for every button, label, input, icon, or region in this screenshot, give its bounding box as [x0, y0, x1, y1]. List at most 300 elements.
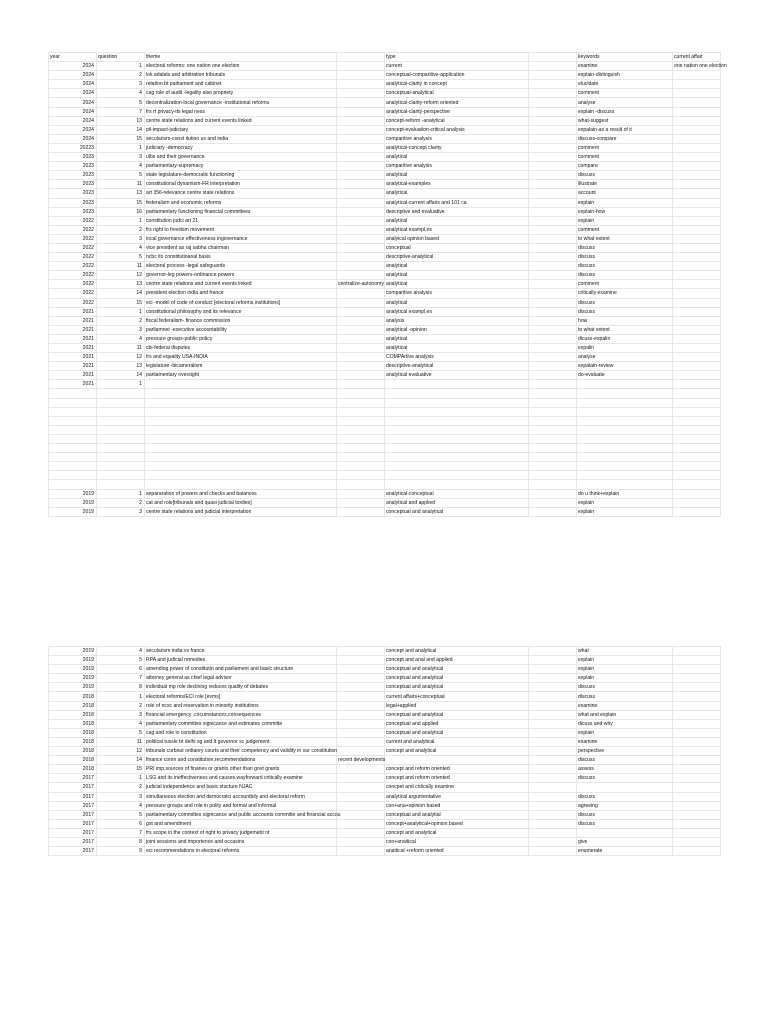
question-cell[interactable]: [97, 416, 145, 425]
keywords-cell[interactable]: explain-how: [577, 207, 673, 216]
type-cell[interactable]: legal+applied: [385, 701, 529, 710]
question-cell[interactable]: [97, 425, 145, 434]
question-cell[interactable]: 1: [97, 380, 145, 389]
extra2-cell[interactable]: [529, 756, 577, 765]
current-affair-cell[interactable]: [673, 665, 721, 674]
keywords-cell[interactable]: compare: [577, 162, 673, 171]
theme-cell[interactable]: art 356-relevance centre state relations: [145, 189, 337, 198]
current-affair-cell[interactable]: [673, 507, 721, 516]
theme-cell[interactable]: constitutional dynamism-FR interpretation: [145, 180, 337, 189]
current-affair-cell[interactable]: [673, 162, 721, 171]
keywords-cell[interactable]: [577, 416, 673, 425]
current-affair-cell[interactable]: [673, 434, 721, 443]
keywords-cell[interactable]: discuss: [577, 774, 673, 783]
question-cell[interactable]: 1: [97, 307, 145, 316]
current-affair-cell[interactable]: [673, 819, 721, 828]
theme-cell[interactable]: eci -model of code of conduct [electoral reforms,institutions]: [145, 298, 337, 307]
extra2-cell[interactable]: [529, 728, 577, 737]
extra2-cell[interactable]: [529, 216, 577, 225]
extra-cell[interactable]: [337, 656, 385, 665]
current-affair-cell[interactable]: [673, 216, 721, 225]
type-cell[interactable]: analytical-conceptual: [385, 489, 529, 498]
question-cell[interactable]: 6: [97, 819, 145, 828]
question-cell[interactable]: 4: [97, 801, 145, 810]
keywords-cell[interactable]: perspective: [577, 747, 673, 756]
current-affair-cell[interactable]: [673, 307, 721, 316]
type-cell[interactable]: concept+analytical+opinion based: [385, 819, 529, 828]
current-affair-cell[interactable]: [673, 737, 721, 746]
extra-cell[interactable]: [337, 737, 385, 746]
type-cell[interactable]: analysis: [385, 316, 529, 325]
theme-cell[interactable]: pil-impact-judiciary: [145, 125, 337, 134]
extra2-cell[interactable]: [529, 125, 577, 134]
year-cell[interactable]: 2019: [49, 656, 97, 665]
keywords-cell[interactable]: how: [577, 316, 673, 325]
question-cell[interactable]: 15: [97, 134, 145, 143]
type-cell[interactable]: analytical: [385, 280, 529, 289]
keywords-cell[interactable]: explain: [577, 498, 673, 507]
extra-cell[interactable]: [337, 647, 385, 656]
keywords-cell[interactable]: [577, 425, 673, 434]
year-cell[interactable]: [49, 444, 97, 453]
extra2-cell[interactable]: [529, 837, 577, 846]
type-cell[interactable]: [385, 380, 529, 389]
theme-cell[interactable]: governor-leg powers-ordinance powers: [145, 271, 337, 280]
current-affair-cell[interactable]: current affair: [673, 53, 721, 62]
extra-cell[interactable]: centralize-autonomy: [338, 281, 384, 288]
year-cell[interactable]: 2019: [49, 665, 97, 674]
extra2-cell[interactable]: [529, 425, 577, 434]
keywords-cell[interactable]: [577, 828, 673, 837]
type-cell[interactable]: concept and analytical: [385, 828, 529, 837]
question-cell[interactable]: 11: [97, 344, 145, 353]
keywords-cell[interactable]: explain: [577, 216, 673, 225]
question-cell[interactable]: question: [97, 53, 145, 62]
year-cell[interactable]: 2018: [49, 701, 97, 710]
theme-cell[interactable]: state legislature-democratic functioning: [145, 171, 337, 180]
year-cell[interactable]: 2023: [49, 198, 97, 207]
question-cell[interactable]: 1: [97, 774, 145, 783]
year-cell[interactable]: 2018: [49, 692, 97, 701]
keywords-cell[interactable]: [577, 434, 673, 443]
keywords-cell[interactable]: analyse: [577, 98, 673, 107]
question-cell[interactable]: 7: [97, 674, 145, 683]
current-affair-cell[interactable]: [673, 756, 721, 765]
type-cell[interactable]: analytical-examples: [385, 180, 529, 189]
extra2-cell[interactable]: [529, 498, 577, 507]
extra2-cell[interactable]: [529, 307, 577, 316]
keywords-cell[interactable]: comment: [577, 225, 673, 234]
extra2-cell[interactable]: [529, 71, 577, 80]
type-cell[interactable]: conceptual-comparitive-application: [385, 71, 529, 80]
year-cell[interactable]: 2019: [49, 498, 97, 507]
extra2-cell[interactable]: [529, 489, 577, 498]
type-cell[interactable]: descriptive-analytical: [385, 253, 529, 262]
keywords-cell[interactable]: [577, 783, 673, 792]
question-cell[interactable]: 4: [97, 647, 145, 656]
year-cell[interactable]: 2019: [49, 674, 97, 683]
current-affair-cell[interactable]: [673, 783, 721, 792]
theme-cell[interactable]: electoral process -legal safeguards: [145, 262, 337, 271]
current-affair-cell[interactable]: [673, 719, 721, 728]
theme-cell[interactable]: vice president as raj sabha chairman: [145, 243, 337, 252]
keywords-cell[interactable]: keywords: [577, 53, 673, 62]
type-cell[interactable]: current and analytical: [385, 737, 529, 746]
year-cell[interactable]: [49, 462, 97, 471]
current-affair-cell[interactable]: [673, 774, 721, 783]
type-cell[interactable]: analytical-current affairs and 101 ca: [385, 198, 529, 207]
question-cell[interactable]: [97, 398, 145, 407]
type-cell[interactable]: comparitive analysis: [385, 134, 529, 143]
type-cell[interactable]: analytical: [385, 298, 529, 307]
current-affair-cell[interactable]: [673, 353, 721, 362]
theme-cell[interactable]: parliamentary committes signicance and public accounts committe and financial accou: [146, 811, 341, 818]
extra2-cell[interactable]: [529, 416, 577, 425]
question-cell[interactable]: 5: [97, 171, 145, 180]
question-cell[interactable]: 12: [97, 353, 145, 362]
theme-cell[interactable]: fiscal federalism- finance commission: [145, 316, 337, 325]
year-cell[interactable]: 2021: [49, 371, 97, 380]
question-cell[interactable]: [97, 462, 145, 471]
current-affair-cell[interactable]: [673, 134, 721, 143]
type-cell[interactable]: conceptual: [385, 243, 529, 252]
type-cell[interactable]: comparitive analysis: [385, 289, 529, 298]
theme-cell[interactable]: tribunals curbout ordianry courts and their competency and validity in our constitution: [146, 748, 338, 755]
current-affair-cell[interactable]: [673, 765, 721, 774]
current-affair-cell[interactable]: [673, 344, 721, 353]
question-cell[interactable]: 3: [97, 153, 145, 162]
extra-cell[interactable]: [337, 828, 385, 837]
extra2-cell[interactable]: [529, 234, 577, 243]
type-cell[interactable]: [385, 416, 529, 425]
type-cell[interactable]: analytical exampl,es: [385, 225, 529, 234]
extra2-cell[interactable]: [529, 674, 577, 683]
question-cell[interactable]: 6: [97, 665, 145, 674]
extra2-cell[interactable]: [529, 710, 577, 719]
keywords-cell[interactable]: discuss: [577, 307, 673, 316]
theme-cell[interactable]: frs and equality USA-INDIA: [145, 353, 337, 362]
current-affair-cell[interactable]: [673, 489, 721, 498]
extra-cell[interactable]: [337, 665, 385, 674]
extra-cell[interactable]: [337, 234, 385, 243]
current-affair-cell[interactable]: [673, 153, 721, 162]
type-cell[interactable]: conceptual and applied: [385, 719, 529, 728]
question-cell[interactable]: 14: [97, 756, 145, 765]
year-cell[interactable]: 2017: [49, 828, 97, 837]
type-cell[interactable]: concept-reform -analytical: [385, 116, 529, 125]
question-cell[interactable]: [97, 389, 145, 398]
question-cell[interactable]: 3: [97, 792, 145, 801]
keywords-cell[interactable]: examine: [577, 62, 673, 71]
theme-cell[interactable]: centre state relations and current events linked: [145, 116, 337, 125]
extra-cell[interactable]: [337, 728, 385, 737]
question-cell[interactable]: 15: [97, 198, 145, 207]
extra2-cell[interactable]: [529, 189, 577, 198]
year-cell[interactable]: 2022: [49, 225, 97, 234]
question-cell[interactable]: [97, 453, 145, 462]
extra2-cell[interactable]: [529, 262, 577, 271]
extra-cell[interactable]: [337, 489, 385, 498]
year-cell[interactable]: 2017: [49, 819, 97, 828]
question-cell[interactable]: 2: [97, 316, 145, 325]
current-affair-cell[interactable]: [673, 407, 721, 416]
question-cell[interactable]: 9: [97, 847, 145, 856]
extra-cell[interactable]: [337, 162, 385, 171]
extra2-cell[interactable]: [529, 453, 577, 462]
year-cell[interactable]: 2018: [49, 737, 97, 746]
extra2-cell[interactable]: [529, 298, 577, 307]
keywords-cell[interactable]: what-suggest: [577, 116, 673, 125]
keywords-cell[interactable]: what and explain: [577, 710, 673, 719]
extra-cell[interactable]: [337, 344, 385, 353]
current-affair-cell[interactable]: one nation one election: [674, 63, 727, 70]
keywords-cell[interactable]: [577, 444, 673, 453]
extra2-cell[interactable]: [529, 53, 577, 62]
theme-cell[interactable]: secularism india vs france: [145, 647, 337, 656]
keywords-cell[interactable]: enumerate: [577, 847, 673, 856]
extra2-cell[interactable]: [529, 847, 577, 856]
extra-cell[interactable]: [337, 425, 385, 434]
extra-cell[interactable]: [337, 80, 385, 89]
current-affair-cell[interactable]: [673, 98, 721, 107]
keywords-cell[interactable]: to what extent: [577, 234, 673, 243]
theme-cell[interactable]: parliamentary oversight: [145, 371, 337, 380]
extra-cell[interactable]: [337, 289, 385, 298]
keywords-cell[interactable]: comment: [577, 153, 673, 162]
theme-cell[interactable]: financial emergency ,circumstances,consequences: [145, 710, 337, 719]
type-cell[interactable]: concept and analytical: [385, 647, 529, 656]
keywords-cell[interactable]: [577, 453, 673, 462]
keywords-cell[interactable]: discuss: [577, 692, 673, 701]
question-cell[interactable]: [97, 471, 145, 480]
current-affair-cell[interactable]: [673, 116, 721, 125]
current-affair-cell[interactable]: [673, 316, 721, 325]
question-cell[interactable]: 3: [97, 507, 145, 516]
theme-cell[interactable]: theme: [145, 53, 337, 62]
extra-cell[interactable]: [337, 362, 385, 371]
theme-cell[interactable]: relation bt parliament and cabinet: [145, 80, 337, 89]
theme-cell[interactable]: gst and amendment: [145, 819, 337, 828]
year-cell[interactable]: 2017: [49, 801, 97, 810]
extra-cell[interactable]: [337, 847, 385, 856]
current-affair-cell[interactable]: [673, 810, 721, 819]
current-affair-cell[interactable]: [673, 701, 721, 710]
year-cell[interactable]: 2024: [49, 80, 97, 89]
type-cell[interactable]: conceptual and analytical: [385, 674, 529, 683]
question-cell[interactable]: 3: [97, 710, 145, 719]
year-cell[interactable]: 2021: [49, 325, 97, 334]
theme-cell[interactable]: PRI imp,sources of finanes or grants other than govt grants: [145, 765, 337, 774]
year-cell[interactable]: 2024: [49, 107, 97, 116]
extra2-cell[interactable]: [529, 389, 577, 398]
keywords-cell[interactable]: discuss: [577, 810, 673, 819]
extra-cell[interactable]: [337, 334, 385, 343]
type-cell[interactable]: conceptual and analytical: [385, 728, 529, 737]
question-cell[interactable]: 2: [97, 225, 145, 234]
extra2-cell[interactable]: [529, 280, 577, 289]
question-cell[interactable]: 4: [97, 162, 145, 171]
extra2-cell[interactable]: [529, 407, 577, 416]
extra-cell[interactable]: [337, 116, 385, 125]
current-affair-cell[interactable]: [673, 837, 721, 846]
type-cell[interactable]: [385, 480, 529, 489]
year-cell[interactable]: 2023: [49, 171, 97, 180]
current-affair-cell[interactable]: [673, 107, 721, 116]
extra-cell[interactable]: [337, 153, 385, 162]
year-cell[interactable]: 2023: [49, 180, 97, 189]
current-affair-cell[interactable]: [673, 462, 721, 471]
theme-cell[interactable]: simultaneous election and democratci accountbily and electoral reform: [145, 792, 337, 801]
type-cell[interactable]: analytical evaluative: [385, 371, 529, 380]
type-cell[interactable]: analytical: [385, 153, 529, 162]
current-affair-cell[interactable]: [673, 198, 721, 207]
year-cell[interactable]: 2017: [49, 837, 97, 846]
type-cell[interactable]: analytical: [385, 171, 529, 180]
extra2-cell[interactable]: [529, 353, 577, 362]
extra2-cell[interactable]: [529, 380, 577, 389]
theme-cell[interactable]: role of ncsc and reservation in minority institutions: [145, 701, 337, 710]
theme-cell[interactable]: [145, 480, 337, 489]
current-affair-cell[interactable]: [673, 71, 721, 80]
year-cell[interactable]: 2022: [49, 262, 97, 271]
theme-cell[interactable]: [145, 434, 337, 443]
question-cell[interactable]: 1: [97, 489, 145, 498]
question-cell[interactable]: 15: [97, 298, 145, 307]
extra-cell[interactable]: [337, 253, 385, 262]
keywords-cell[interactable]: examine: [577, 701, 673, 710]
keywords-cell[interactable]: [577, 462, 673, 471]
theme-cell[interactable]: legislature -bicameralism: [145, 362, 337, 371]
extra2-cell[interactable]: [529, 289, 577, 298]
question-cell[interactable]: 1: [97, 62, 145, 71]
extra-cell[interactable]: [337, 125, 385, 134]
current-affair-cell[interactable]: [673, 444, 721, 453]
question-cell[interactable]: [97, 480, 145, 489]
type-cell[interactable]: analytical-concept clarity: [385, 143, 529, 152]
keywords-cell[interactable]: comment: [577, 143, 673, 152]
extra-cell[interactable]: [337, 380, 385, 389]
year-cell[interactable]: 2022: [49, 216, 97, 225]
theme-cell[interactable]: amending power of constitutin and parliament and basic structure: [145, 665, 337, 674]
theme-cell[interactable]: [145, 471, 337, 480]
current-affair-cell[interactable]: [673, 792, 721, 801]
current-affair-cell[interactable]: [673, 371, 721, 380]
extra2-cell[interactable]: [529, 701, 577, 710]
extra-cell[interactable]: [337, 243, 385, 252]
keywords-cell[interactable]: discuss: [577, 253, 673, 262]
keywords-cell[interactable]: do u think+explain: [577, 489, 673, 498]
extra-cell[interactable]: [337, 407, 385, 416]
keywords-cell[interactable]: elucidate: [577, 80, 673, 89]
current-affair-cell[interactable]: [673, 189, 721, 198]
year-cell[interactable]: 2019: [49, 507, 97, 516]
year-cell[interactable]: 2018: [49, 765, 97, 774]
question-cell[interactable]: [97, 434, 145, 443]
extra-cell[interactable]: [337, 89, 385, 98]
extra-cell[interactable]: [337, 792, 385, 801]
extra2-cell[interactable]: [529, 344, 577, 353]
keywords-cell[interactable]: expalain-review: [577, 362, 673, 371]
type-cell[interactable]: [385, 462, 529, 471]
type-cell[interactable]: [385, 425, 529, 434]
year-cell[interactable]: 2022: [49, 289, 97, 298]
question-cell[interactable]: 3: [97, 325, 145, 334]
extra-cell[interactable]: [337, 107, 385, 116]
year-cell[interactable]: 20223: [49, 143, 97, 152]
extra2-cell[interactable]: [529, 243, 577, 252]
current-affair-cell[interactable]: [673, 171, 721, 180]
extra2-cell[interactable]: [529, 180, 577, 189]
year-cell[interactable]: 2023: [49, 207, 97, 216]
theme-cell[interactable]: constitution judci art 21: [145, 216, 337, 225]
theme-cell[interactable]: attorney general as chief legal advisor: [145, 674, 337, 683]
extra2-cell[interactable]: [529, 98, 577, 107]
extra2-cell[interactable]: [529, 819, 577, 828]
theme-cell[interactable]: [145, 416, 337, 425]
year-cell[interactable]: 2023: [49, 189, 97, 198]
current-affair-cell[interactable]: [673, 325, 721, 334]
type-cell[interactable]: descriptive-analytical: [385, 362, 529, 371]
extra-cell[interactable]: [337, 189, 385, 198]
extra-cell[interactable]: [337, 774, 385, 783]
theme-cell[interactable]: individual mp role declining reduces quality of debates: [145, 683, 337, 692]
question-cell[interactable]: 7: [97, 107, 145, 116]
extra-cell[interactable]: [337, 801, 385, 810]
extra2-cell[interactable]: [529, 737, 577, 746]
theme-cell[interactable]: lok adalats and arbitration tribunals: [145, 71, 337, 80]
question-cell[interactable]: 12: [97, 747, 145, 756]
theme-cell[interactable]: LSG and its ineffectiveness and causes,wayforward critically examine: [145, 774, 337, 783]
extra2-cell[interactable]: [529, 692, 577, 701]
current-affair-cell[interactable]: [673, 847, 721, 856]
type-cell[interactable]: [385, 389, 529, 398]
theme-cell[interactable]: parliamentary functioning financial committees: [145, 207, 337, 216]
extra-cell[interactable]: [337, 701, 385, 710]
extra-cell[interactable]: [337, 444, 385, 453]
extra-cell[interactable]: [337, 216, 385, 225]
theme-cell[interactable]: frs scope in the context of right to privacy judgemebt nt: [145, 828, 337, 837]
theme-cell[interactable]: decentralization-local governance -institutional reforms: [145, 98, 337, 107]
question-cell[interactable]: 8: [97, 837, 145, 846]
question-cell[interactable]: [97, 444, 145, 453]
theme-cell[interactable]: centre state relations and current events linked: [145, 280, 337, 289]
question-cell[interactable]: 16: [97, 207, 145, 216]
question-cell[interactable]: 2: [97, 701, 145, 710]
year-cell[interactable]: 2019: [49, 489, 97, 498]
type-cell[interactable]: analytical: [385, 334, 529, 343]
year-cell[interactable]: 2017: [49, 774, 97, 783]
theme-cell[interactable]: [145, 425, 337, 434]
extra-cell[interactable]: [337, 316, 385, 325]
extra2-cell[interactable]: [529, 253, 577, 262]
type-cell[interactable]: concept and anal and applied: [385, 656, 529, 665]
type-cell[interactable]: current: [385, 62, 529, 71]
extra-cell[interactable]: [337, 62, 385, 71]
type-cell[interactable]: analyical opinion based: [385, 234, 529, 243]
extra-cell[interactable]: [337, 710, 385, 719]
current-affair-cell[interactable]: [673, 80, 721, 89]
year-cell[interactable]: 2024: [49, 134, 97, 143]
question-cell[interactable]: 1: [97, 143, 145, 152]
theme-cell[interactable]: judiciary -democracy: [145, 143, 337, 152]
year-cell[interactable]: 2021: [49, 362, 97, 371]
extra2-cell[interactable]: [529, 398, 577, 407]
year-cell[interactable]: 2021: [49, 380, 97, 389]
question-cell[interactable]: 5: [97, 656, 145, 665]
theme-cell[interactable]: electoral reforms: one nation one election: [145, 62, 337, 71]
extra-cell[interactable]: [337, 398, 385, 407]
year-cell[interactable]: 2022: [49, 243, 97, 252]
